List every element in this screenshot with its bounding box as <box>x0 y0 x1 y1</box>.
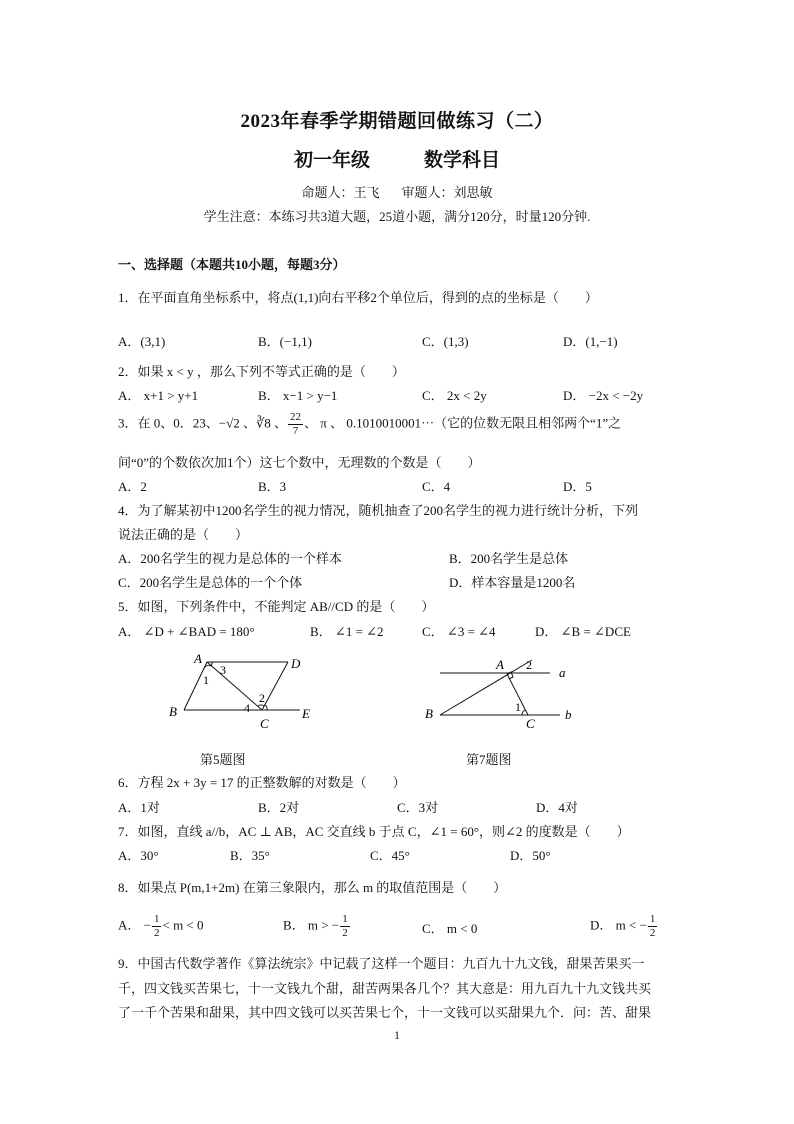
frac-den: 2 <box>153 927 160 939</box>
page-number: 1 <box>394 1028 400 1042</box>
figure-7-caption: 第7题图 <box>466 752 512 767</box>
question-3-stem <box>118 412 621 437</box>
q2-option-d: D． −2x < −2y <box>563 388 644 403</box>
setter: 命题人：王飞 <box>301 185 380 200</box>
q3-frac-den: 7 <box>292 425 299 437</box>
question-9-line-2: 千，四文钱买苦果七，十一文钱九个甜，甜苦两果各几个？其大意是：用九百九十九文钱共买 <box>118 981 652 996</box>
q3-fraction <box>288 412 303 437</box>
q7-option-a: A．30° <box>118 848 159 863</box>
fig5-label-C: C <box>260 716 269 731</box>
student-notice: 学生注意：本练习共3道大题，25道小题，满分120分，时量120分钟. <box>203 209 591 224</box>
q8-option-a <box>118 914 204 939</box>
figure-5-caption: 第5题图 <box>200 752 246 767</box>
q8-option-b <box>283 914 351 939</box>
q1-option-d: D．(1,−1) <box>563 334 618 349</box>
authors-line <box>0 182 794 201</box>
q8-option-c: C． m < 0 <box>422 921 478 936</box>
q7-option-b: B．35° <box>230 848 270 863</box>
q3-option-a: A．2 <box>118 479 147 494</box>
fig7-label-C: C <box>526 716 535 731</box>
frac-den: 2 <box>342 927 348 939</box>
q8-option-d <box>590 914 658 939</box>
grade-label: 初一年级 <box>293 150 370 171</box>
fig5-arc-4 <box>258 705 264 706</box>
fig5-line-DC <box>262 662 288 710</box>
question-1-stem: 1．在平面直角坐标系中，将点(1,1)向右平移2个单位后，得到的点的坐标是（ ） <box>118 290 598 305</box>
fig5-arc-3 <box>211 662 212 666</box>
fig7-label-B: B <box>425 706 433 721</box>
q5-option-d: D． ∠B = ∠DCE <box>535 624 631 639</box>
fig5-label-A: A <box>194 651 202 666</box>
fig5-label-D: D <box>291 656 301 671</box>
q8-a-prefix: A． − <box>118 917 151 933</box>
question-9-line-3: 了一千个苦果和甜果，其中四文钱可以买苦果七个，十一文钱可以买甜果九个．问：苦、甜果 <box>118 1005 652 1020</box>
fig5-label-3: 3 <box>220 663 226 677</box>
q6-option-a: A．1对 <box>118 800 160 815</box>
q4-option-a: A．200名学生的视力是总体的一个样本 <box>118 551 342 566</box>
fig5-line-AC <box>207 662 262 710</box>
q3-option-b: B．3 <box>258 479 287 494</box>
q5-option-c: C． ∠3 = ∠4 <box>422 624 496 639</box>
q1-option-a: A．(3,1) <box>118 334 166 349</box>
q1-option-c: C．(1,3) <box>422 334 469 349</box>
reviewer: 审题人：刘思敏 <box>401 185 493 200</box>
fig5-label-4: 4 <box>244 701 250 715</box>
q8-b-prefix: B． m > − <box>283 917 340 933</box>
question-8-stem: 8．如果点 P(m,1+2m) 在第三象限内，那么 m 的取值范围是（ ） <box>118 880 507 895</box>
page-subtitle <box>0 145 794 172</box>
question-4-stem-line2: 说法正确的是（ ） <box>118 527 249 542</box>
question-5-stem: 5．如图，下列条件中，不能判定 AB//CD 的是（ ） <box>118 599 435 614</box>
q4-option-d: D．样本容量是1200名 <box>449 575 576 590</box>
q3-frac-num: 22 <box>290 411 302 423</box>
q3-option-c: C．4 <box>422 479 451 494</box>
fig7-arc-1 <box>522 710 525 715</box>
q3-stem-suffix: 、 π 、 0.1010010001⋯（它的位数无限且相邻两个“1”之 <box>304 415 622 431</box>
frac-num: 1 <box>342 913 348 925</box>
q6-option-d: D．4对 <box>536 800 578 815</box>
fig7-label-1: 1 <box>515 700 521 714</box>
q7-option-c: C．45° <box>370 848 410 863</box>
frac-den: 2 <box>649 927 656 939</box>
fig7-label-b: b <box>565 707 572 722</box>
fig5-label-B: B <box>169 704 177 719</box>
figure-5 <box>160 650 340 735</box>
page-title: 2023年春季学期错题回做练习（二） <box>240 111 554 132</box>
question-7-stem: 7．如图，直线 a//b，AC ⊥ AB，AC 交直线 b 于点 C，∠1 = 60°，则∠2 的度数是（ ） <box>118 824 630 839</box>
q2-option-a: A． x+1 > y+1 <box>118 388 199 403</box>
q6-option-c: C．3对 <box>397 800 439 815</box>
q5-option-b: B． ∠1 = ∠2 <box>310 624 384 639</box>
q4-option-c: C．200名学生是总体的一个个体 <box>118 575 303 590</box>
q8-d-prefix: D． m < − <box>590 917 647 933</box>
fig5-arc-1 <box>205 665 211 667</box>
q4-option-b: B．200名学生是总体 <box>449 551 569 566</box>
fig7-label-2: 2 <box>526 658 532 672</box>
q7-option-d: D．50° <box>510 848 551 863</box>
q8-b-fraction <box>340 914 350 939</box>
q8-a-suffix: < m < 0 <box>162 917 204 933</box>
q8-a-fraction <box>152 914 162 939</box>
subject-label: 数学科目 <box>424 150 501 171</box>
fig5-arc-2 <box>265 705 267 710</box>
question-9-line-1: 9．中国古代数学著作《算法统宗》中记载了这样一个题目：九百九十九文钱，甜果苦果买一 <box>118 956 645 971</box>
question-4-stem: 4．为了解某初中1200名学生的视力情况，随机抽查了200名学生的视力进行统计分析，下列 <box>118 503 639 518</box>
question-3-stem-line2: 间“0”的个数依次加1个）这七个数中，无理数的个数是（ ） <box>118 455 481 470</box>
question-2-stem: 2．如果 x < y ，那么下列不等式正确的是（ ） <box>118 364 405 379</box>
q5-option-a: A． ∠D + ∠BAD = 180° <box>118 624 255 639</box>
q6-option-b: B．2对 <box>258 800 300 815</box>
q3-stem-prefix: 3．在 0、0．23、−√2 、∛8 、 <box>118 415 288 431</box>
q2-option-b: B． x−1 > y−1 <box>258 388 338 403</box>
q2-option-c: C． 2x < 2y <box>422 388 487 403</box>
frac-num: 1 <box>649 913 656 925</box>
figure-7 <box>420 650 590 735</box>
fig7-label-A: A <box>496 657 504 672</box>
q1-option-b: B．(−1,1) <box>258 334 312 349</box>
fig7-label-a: a <box>559 665 566 680</box>
q3-option-d: D．5 <box>563 479 592 494</box>
question-6-stem: 6．方程 2x + 3y = 17 的正整数解的对数是（ ） <box>118 775 406 790</box>
fig5-label-1: 1 <box>203 673 209 687</box>
fig5-label-2: 2 <box>259 691 265 705</box>
section-title: 一、选择题（本题共10小题，每题3分） <box>118 257 346 272</box>
q8-d-fraction <box>648 914 658 939</box>
frac-num: 1 <box>153 913 160 925</box>
fig5-label-E: E <box>302 706 310 721</box>
